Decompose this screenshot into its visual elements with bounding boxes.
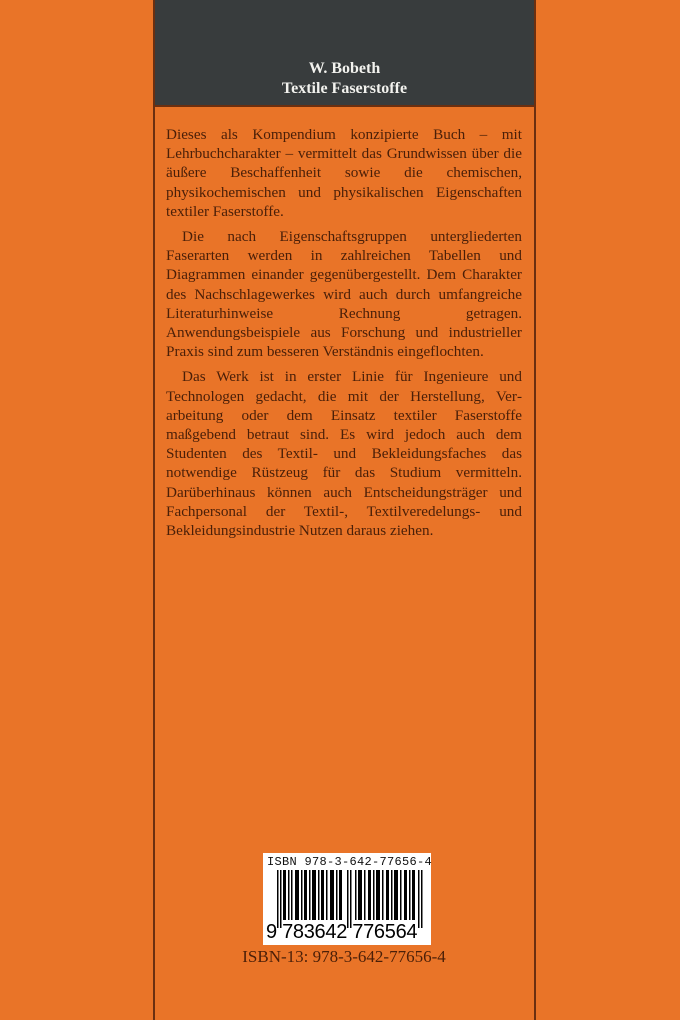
right-border-rule (534, 0, 536, 1020)
blurb-paragraph: Die nach Eigenschaftsgruppen untergliederten Faserarten werden in zahlreichen Tabellen und Diagrammen einander gegenübergestellt. Dem Charakter des Nachschlagewerkes wird auch durch umfangreiche Literaturhinweise Rechnung getragen. Anwendungsbeispiele aus Forschung und industrieller Praxis sind zum besseren Verständnis eingeflochten. (166, 228, 522, 361)
left-border-rule (153, 0, 155, 1020)
author-name: W. Bobeth (308, 60, 381, 77)
barcode-bars-icon (277, 870, 423, 928)
barcode-isbn-label: ISBN 978-3-642-77656-4 (267, 855, 433, 869)
isbn-barcode (263, 853, 431, 945)
blurb-paragraph: Das Werk ist in erster Linie für Ingenieure und Technologen gedacht, die mit der Herstellung, Verarbeitung oder dem Einsatz textiler Faserstoffe maßgebend betraut sind. Es wird jedoch auch dem Studenten des Textil- und Bekleidungsfaches das notwendige Rüstzeug für das Studium vermitteln. Darüberhinaus können auch Entscheidungsträger und Fachpersonal der Textil-, Textilveredelungs- und Bekleidungsindustrie Nutzen daraus ziehen. (166, 368, 522, 540)
blurb-text (166, 125, 522, 546)
barcode-digits: 9 783642 776564 (266, 921, 418, 943)
blurb-paragraph: Dieses als Kompendium konzipierte Buch – mit Lehrbuchcharakter – vermittelt das Grundwissen über die äußere Beschaffenheit sowie die chemischen, physikochemischen und physikalischen Eigenschaften textiler Faserstoffe. (166, 126, 522, 220)
isbn13-label: ISBN-13: 978-3-642-77656-4 (242, 947, 446, 966)
book-title: Textile Faserstoffe (281, 80, 408, 97)
cover-header (155, 0, 534, 107)
